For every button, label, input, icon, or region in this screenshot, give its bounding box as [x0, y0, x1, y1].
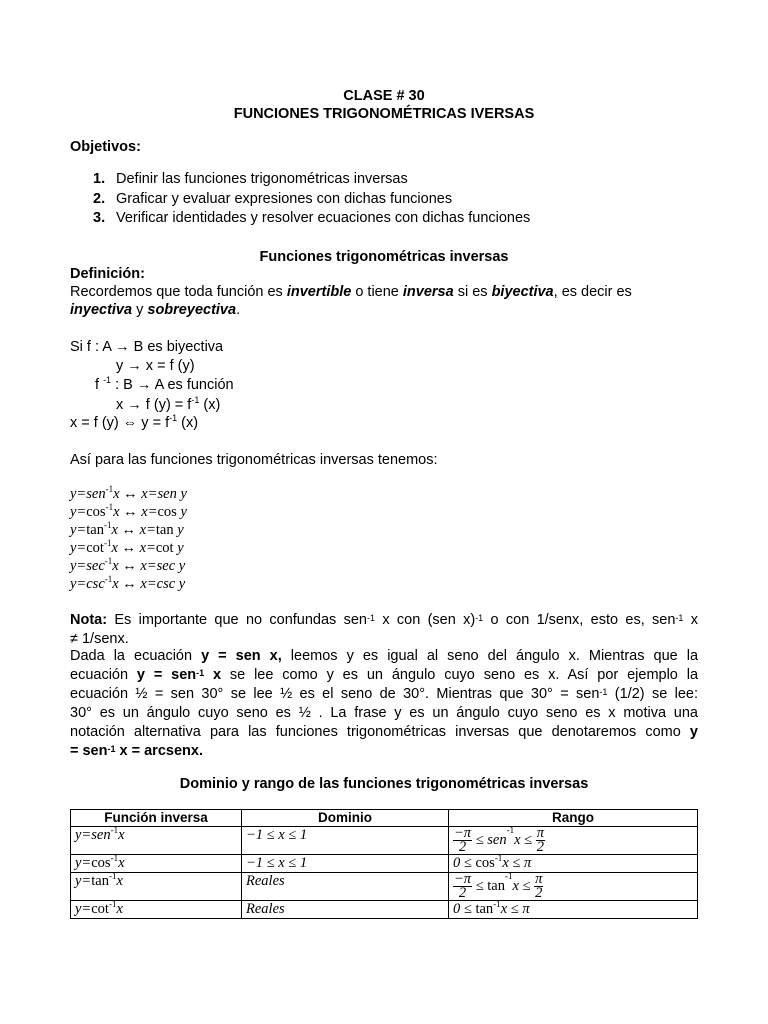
cell-rango: $0 \le \cos^{-1}x \le \pi$ — [449, 855, 698, 873]
objetivo-text: Definir las funciones trigonométricas inversas — [116, 171, 408, 187]
cell-dominio — [242, 873, 449, 901]
fn-name: cot — [155, 540, 174, 556]
fn-name: tan — [487, 877, 505, 894]
exponent: -1 — [108, 871, 117, 881]
denominator: 2 — [458, 885, 467, 901]
dominio-value: Reales — [246, 873, 285, 889]
equivalence-line: $y=\sec^{-1}x$ ↔ x=sec y — [70, 556, 186, 574]
fn-name: tan — [155, 522, 174, 538]
cell-rango: $0 \le \tan^{-1}x \le \pi$ — [449, 901, 698, 919]
fn-name: sen — [157, 486, 177, 502]
fn-name: sen — [86, 486, 106, 502]
fn-name: tan — [475, 901, 494, 917]
equivalence-line: $y=\cot^{-1}x$ ↔ x=cot y — [70, 538, 184, 556]
mapping-line-3: f $^{-1}$ : B → A es función — [95, 375, 234, 393]
exponent: -1 — [103, 520, 112, 530]
equivalence-line: $y=\tan^{-1}x$ ↔ x=tan y — [70, 520, 184, 538]
cell-rango: $\frac{-\pi}{2}$ ≤ $\tan^{-1}x$ ≤ $\frac{\pi}{2}$ — [449, 873, 698, 901]
header-dominio: Dominio — [242, 810, 449, 827]
table-row — [71, 827, 698, 855]
exponent: -1 — [105, 502, 114, 512]
numerator: −π — [454, 871, 472, 887]
numerator: −π — [454, 825, 472, 841]
fn-name: tan — [86, 522, 104, 538]
cell-funcion: y=sen$^{-1}$x — [71, 827, 242, 855]
objetivos-label: Objetivos: — [70, 139, 141, 155]
fn-name: cot — [91, 901, 109, 917]
section-title-funciones: Funciones trigonométricas inversas — [259, 249, 509, 265]
objetivo-number: 2. — [93, 191, 106, 207]
nota-paragraph: Nota: Es importante que no confundas sen$^{-1}$ x con (sen x)$^{-1}$ o con 1/senx, esto es, sen$^{-1}$ x ≠ 1/senx. — [70, 612, 699, 647]
exponent: -1 — [110, 825, 119, 835]
exponent: -1 — [105, 484, 114, 494]
page-title: FUNCIONES TRIGONOMÉTRICAS IVERSAS — [233, 106, 535, 122]
dominio-value: −1 ≤ x ≤ 1 — [246, 827, 308, 843]
exponent: -1 — [494, 853, 503, 863]
definicion-line-1: Recordemos que toda función es invertible o tiene inversa si es biyectiva, es decir es — [70, 284, 632, 300]
fn-name: sec — [156, 558, 176, 574]
objetivo-number: 1. — [93, 171, 106, 187]
exponent: -1 — [505, 871, 513, 881]
fraction — [453, 827, 472, 854]
fn-name: cos — [86, 504, 106, 520]
fn-name: tan — [91, 873, 109, 889]
definicion-label: Definición: — [70, 266, 145, 282]
dominio-value: −1 ≤ x ≤ 1 — [246, 855, 308, 871]
equivalence-line: $y=\csc^{-1}x$ ↔ x=csc y — [70, 574, 186, 592]
fraction — [453, 873, 472, 900]
exponent: -1 — [104, 574, 113, 584]
dada-paragraph: Dada la ecuación y = sen x, leemos y es igual al seno del ángulo x. Mientras que la ecuación y = sen$^{-1}$ x se lee como y es un ángulo cuyo seno es x. Así por ejemplo la ecuación ½ = sen 30° se lee ½ es el seno de 30°. Mientras que 30° = sen$^{-1}$ (1/2) se lee: 30° es un ángulo cuyo seno es ½ . La frase y es un ángulo cuyo seno es x motiva una notación alternativa para las funciones trigonométricas inversas que denotaremos como y = sen$^{-1}$ x = arcsenx. — [70, 648, 699, 759]
fn-name: cos — [157, 504, 177, 520]
table-row — [71, 873, 698, 901]
mapping-line-1: Si f : A → B es biyectiva — [70, 339, 224, 355]
objetivo-number: 3. — [93, 210, 106, 226]
fn-name: sen — [91, 827, 111, 843]
cell-dominio — [242, 827, 449, 855]
exponent: -1 — [108, 899, 117, 909]
fn-name: sen — [487, 831, 507, 848]
numerator: π — [535, 871, 543, 887]
fraction — [534, 873, 543, 900]
fn-name: cos — [91, 855, 111, 871]
mapping-line-2: y → x = f (y) — [116, 358, 195, 374]
cell-dominio — [242, 855, 449, 873]
header-rango: Rango — [449, 810, 698, 827]
definicion-line-2: inyectiva y sobreyectiva. — [70, 302, 241, 318]
exponent: -1 — [506, 825, 515, 835]
intro-inversas: Así para las funciones trigonométricas inversas tenemos: — [70, 452, 438, 468]
section-title-dominio: Dominio y rango de las funciones trigonométricas inversas — [179, 776, 589, 792]
cell-rango: $\frac{-\pi}{2}$ ≤ sen$^{-1}$x ≤ $\frac{\pi}{2}$ — [449, 827, 698, 855]
mapping-line-5: x = f (y) ⇔ $y = f^{-1}$ (x) — [70, 413, 199, 431]
mapping-line-4: x → f $(y) = f^{-1}$ (x) — [116, 395, 221, 413]
header-funcion: Función inversa — [71, 810, 242, 827]
cell-funcion: $y=\cot^{-1}x$ — [71, 901, 242, 919]
table-header-row — [71, 810, 698, 827]
denominator: 2 — [536, 839, 545, 855]
fn-name: sec — [86, 558, 105, 574]
cell-funcion: $y=\tan^{-1}x$ — [71, 873, 242, 901]
objetivo-text: Graficar y evaluar expresiones con dichas funciones — [116, 191, 453, 207]
fn-name: cot — [86, 540, 104, 556]
exponent: -1 — [493, 899, 501, 909]
domain-range-table — [70, 809, 698, 919]
fn-name: cos — [475, 855, 495, 871]
denominator: 2 — [458, 839, 467, 855]
exponent: -1 — [110, 853, 119, 863]
cell-dominio — [242, 901, 449, 919]
fn-name: csc — [156, 576, 176, 592]
dominio-value: Reales — [246, 901, 285, 917]
equivalence-line: $y=\cos^{-1}x$ ↔ x=cos y — [70, 502, 187, 520]
table-row — [71, 901, 698, 919]
equivalence-line: y=sen$^{-1}$x ↔ x=sen y — [70, 484, 187, 502]
numerator: π — [536, 825, 545, 841]
cell-funcion: $y=\cos^{-1}x$ — [71, 855, 242, 873]
fraction — [536, 827, 545, 854]
denominator: 2 — [535, 885, 543, 901]
table-row — [71, 855, 698, 873]
exponent: -1 — [103, 538, 112, 548]
class-number: CLASE # 30 — [343, 88, 425, 104]
fn-name: csc — [86, 576, 105, 592]
exponent: -1 — [104, 556, 113, 566]
objetivo-text: Verificar identidades y resolver ecuaciones con dichas funciones — [116, 210, 531, 226]
